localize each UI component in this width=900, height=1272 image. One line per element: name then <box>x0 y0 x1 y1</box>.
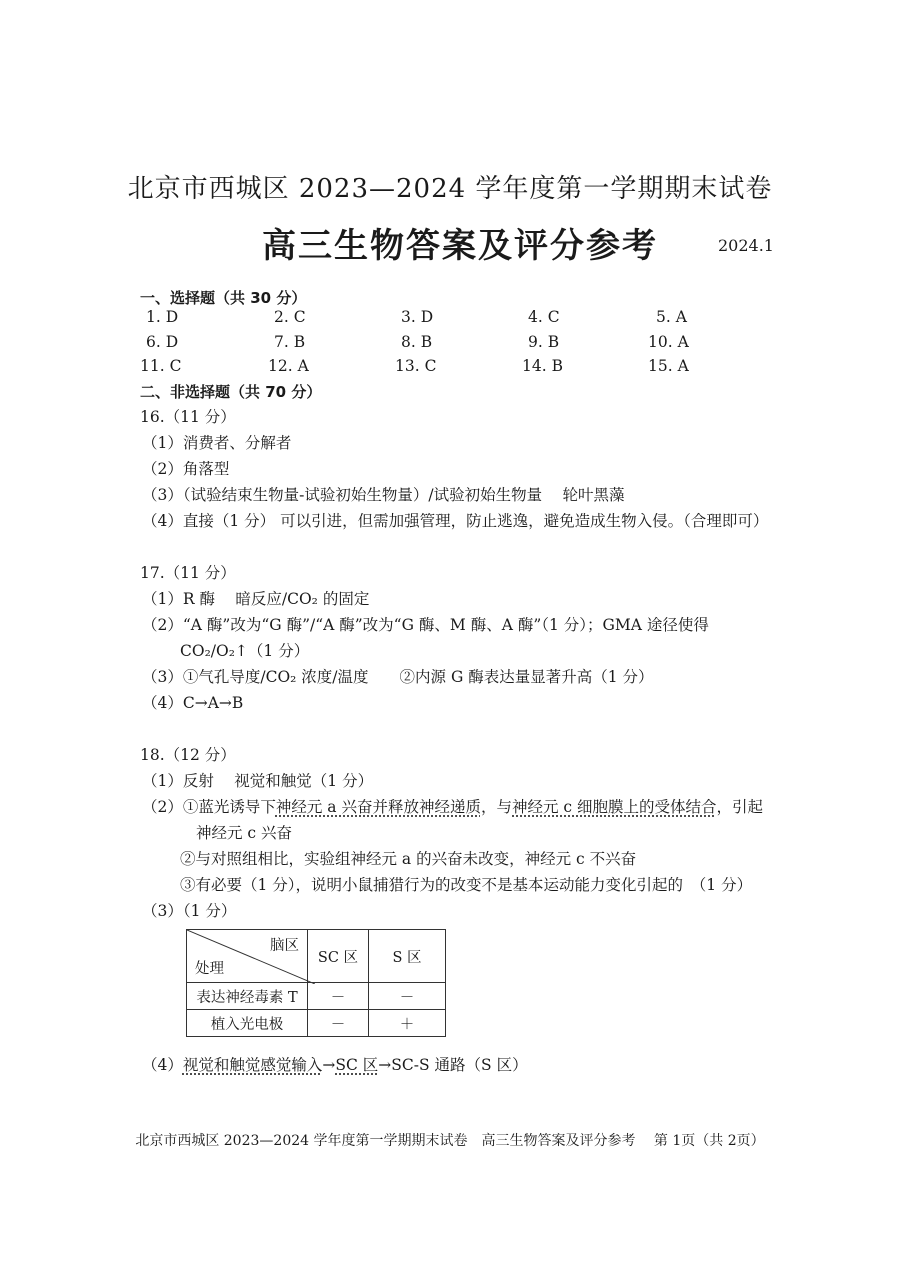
mc-answer-5: 5. A <box>656 308 687 326</box>
q17-number: 17.（11 分） <box>140 564 236 582</box>
q17-line-1: （1）R 酶 暗反应/CO₂ 的固定 <box>142 590 370 608</box>
q17-line-2: （2）“A 酶”改为“G 酶”/“A 酶”改为“G 酶、M 酶、A 酶”（1 分）；GMA 途径使得 <box>142 616 709 634</box>
q18-number: 18.（12 分） <box>140 746 236 764</box>
mc-answer-6: 6. D <box>146 333 179 351</box>
corner-top-label: 脑区 <box>270 938 299 954</box>
row-label: 表达神经毒素 T <box>187 983 308 1010</box>
mc-answer-14: 14. B <box>522 357 563 375</box>
cell: － <box>369 983 446 1010</box>
corner-bottom-label: 处理 <box>195 961 224 977</box>
column-header-sc: SC 区 <box>308 930 369 983</box>
table-row <box>187 1010 446 1037</box>
nonmc-heading: 二、非选择题（共 70 分） <box>140 383 322 401</box>
q18-line-4: （4）视觉和触觉感觉输入→SC 区→SC-S 通路（S 区） <box>142 1056 528 1074</box>
mc-answer-1: 1. D <box>146 308 179 326</box>
q17-line-3: （3）①气孔导度/CO₂ 浓度/温度 ②内源 G 酶表达量显著升高（1 分） <box>142 668 654 686</box>
mc-answer-11: 11. C <box>140 357 182 375</box>
q16-line-4: （4）直接（1 分） 可以引进，但需加强管理，防止逃逸，避免造成生物入侵。（合理即可） <box>142 512 769 530</box>
q16-line-3: （3）（试验结束生物量-试验初始生物量）/试验初始生物量 轮叶黑藻 <box>142 486 625 504</box>
mc-answer-3: 3. D <box>401 308 434 326</box>
mc-answer-12: 12. A <box>268 357 309 375</box>
result-table <box>186 929 446 1037</box>
q18-line-2b: ②与对照组相比，实验组神经元 a 的兴奋未改变，神经元 c 不兴奋 <box>180 850 637 868</box>
table-corner <box>187 930 308 983</box>
q18-line-2a: （2）①蓝光诱导下神经元 a 兴奋并释放神经递质，与神经元 c 细胞膜上的受体结合，引起 <box>142 798 764 816</box>
mc-answer-15: 15. A <box>648 357 689 375</box>
cell: － <box>308 1010 369 1037</box>
exam-title: 北京市西城区 2023—2024 学年度第一学期期末试卷 <box>127 174 773 204</box>
cell: － <box>308 983 369 1010</box>
row-label: 植入光电极 <box>187 1010 308 1037</box>
date: 2024.1 <box>718 236 774 255</box>
q17-line-2-cont: CO₂/O₂↑（1 分） <box>180 642 310 660</box>
mc-answer-10: 10. A <box>648 333 689 351</box>
mc-heading: 一、选择题（共 30 分） <box>140 289 307 307</box>
mc-answer-4: 4. C <box>528 308 560 326</box>
q18-line-1: （1）反射 视觉和触觉（1 分） <box>142 772 374 790</box>
page-footer: 北京市西城区 2023—2024 学年度第一学期期末试卷 高三生物答案及评分参考 第 1页（共 2页） <box>135 1133 765 1149</box>
mc-answer-9: 9. B <box>528 333 560 351</box>
answer-key-title: 高三生物答案及评分参考 <box>262 226 658 266</box>
mc-answer-7: 7. B <box>274 333 306 351</box>
mc-answer-8: 8. B <box>401 333 433 351</box>
table-row <box>187 983 446 1010</box>
q16-line-2: （2）角落型 <box>142 460 230 478</box>
q18-line-2a-cont: 神经元 c 兴奋 <box>196 824 293 842</box>
column-header-s: S 区 <box>369 930 446 983</box>
q18-line-3: （3）（1 分） <box>142 902 237 920</box>
q17-line-4: （4）C→A→B <box>142 694 244 712</box>
cell: ＋ <box>369 1010 446 1037</box>
mc-answer-13: 13. C <box>395 357 437 375</box>
mc-answer-2: 2. C <box>274 308 306 326</box>
q16-number: 16.（11 分） <box>140 408 236 426</box>
q16-line-1: （1）消费者、分解者 <box>142 434 292 452</box>
q18-line-2c: ③有必要（1 分），说明小鼠捕猎行为的改变不是基本运动能力变化引起的 （1 分） <box>180 876 753 894</box>
